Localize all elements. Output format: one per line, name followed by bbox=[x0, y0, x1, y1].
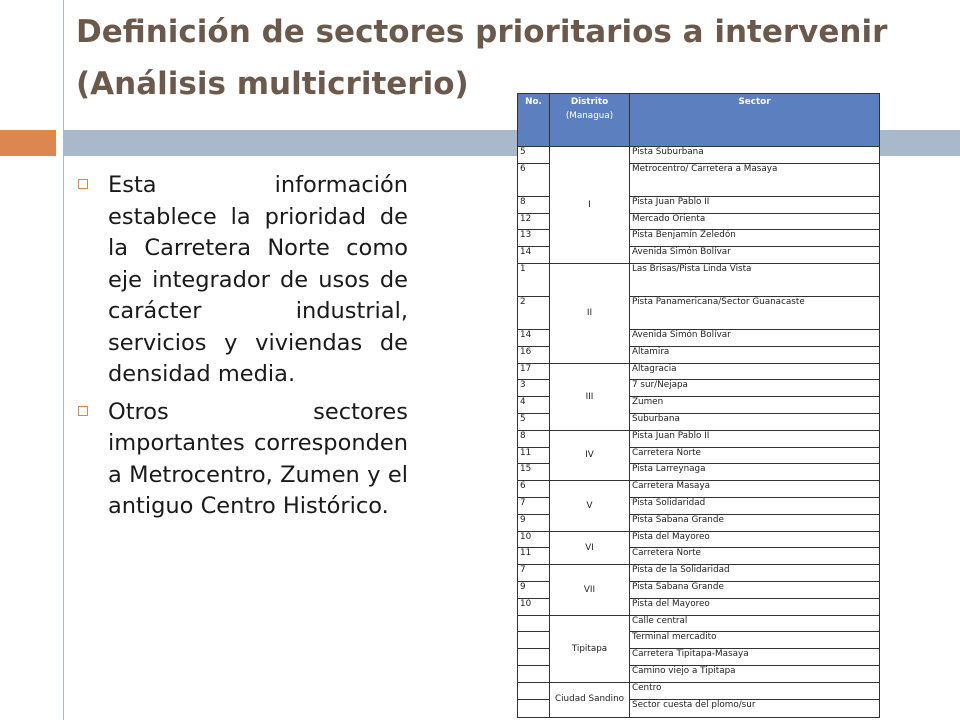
cell-sector: Pista del Mayoreo bbox=[630, 598, 880, 615]
cell-sector: Pista Suburbana bbox=[630, 147, 880, 164]
cell-sector: Calle central bbox=[630, 615, 880, 632]
cell-no: 14 bbox=[518, 247, 550, 264]
cell-district: I bbox=[550, 147, 630, 264]
cell-no: 9 bbox=[518, 581, 550, 598]
cell-district: II bbox=[550, 263, 630, 363]
sector-table bbox=[517, 93, 880, 718]
cell-district: Ciudad Sandino bbox=[550, 682, 630, 717]
cell-no bbox=[518, 649, 550, 666]
cell-no: 5 bbox=[518, 147, 550, 164]
table-row bbox=[518, 363, 880, 380]
cell-sector: Pista Panamericana/Sector Guanacaste bbox=[630, 296, 880, 329]
cell-no: 13 bbox=[518, 230, 550, 247]
cell-sector: Avenida Simón Bolívar bbox=[630, 247, 880, 264]
header-district-label: Distrito bbox=[570, 97, 609, 107]
header-district bbox=[550, 94, 630, 147]
cell-sector: Zumen bbox=[630, 397, 880, 414]
bullet-list bbox=[76, 170, 408, 529]
header-no: No. bbox=[518, 94, 550, 147]
cell-sector: Pista Sabana Grande bbox=[630, 514, 880, 531]
cell-sector: Pista de la Solidaridad bbox=[630, 565, 880, 582]
cell-no: 14 bbox=[518, 329, 550, 346]
cell-sector: Mercado Orienta bbox=[630, 213, 880, 230]
bullet-text: Otros sectores importantes corresponden a Metrocentro, Zumen y el antiguo Centro Histórico. bbox=[108, 398, 408, 519]
cell-no: 12 bbox=[518, 213, 550, 230]
table-row bbox=[518, 531, 880, 548]
bullet-text: Esta información establece la prioridad de la Carretera Norte como eje integrador de usos de carácter industrial, servicios y viviendas de densidad media. bbox=[108, 172, 408, 387]
header-sector: Sector bbox=[630, 94, 880, 147]
cell-no: 7 bbox=[518, 565, 550, 582]
cell-no: 10 bbox=[518, 531, 550, 548]
cell-sector: Pista Benjamín Zeledón bbox=[630, 230, 880, 247]
cell-no bbox=[518, 615, 550, 632]
cell-no: 1 bbox=[518, 263, 550, 296]
cell-no bbox=[518, 632, 550, 649]
cell-district: III bbox=[550, 363, 630, 430]
cell-sector: Carretera Masaya bbox=[630, 481, 880, 498]
cell-sector: Pista Larreynaga bbox=[630, 464, 880, 481]
cell-sector: Terminal mercadito bbox=[630, 632, 880, 649]
cell-sector: Sector cuesta del plomo/sur bbox=[630, 700, 880, 718]
cell-no: 9 bbox=[518, 514, 550, 531]
cell-sector: Carretera Tipitapa-Masaya bbox=[630, 649, 880, 666]
table-row bbox=[518, 147, 880, 164]
table-row bbox=[518, 481, 880, 498]
cell-no: 11 bbox=[518, 548, 550, 565]
table-row bbox=[518, 682, 880, 700]
cell-no: 10 bbox=[518, 598, 550, 615]
table-row bbox=[518, 615, 880, 632]
cell-sector: Las Brisas/Pista Linda Vista bbox=[630, 263, 880, 296]
bullet-item bbox=[76, 397, 408, 523]
cell-sector: Camino viejo a Tipitapa bbox=[630, 665, 880, 682]
cell-sector: Centro bbox=[630, 682, 880, 700]
cell-no: 8 bbox=[518, 430, 550, 447]
cell-no: 17 bbox=[518, 363, 550, 380]
cell-no: 15 bbox=[518, 464, 550, 481]
cell-sector: 7 sur/Nejapa bbox=[630, 380, 880, 397]
cell-no bbox=[518, 665, 550, 682]
square-bullet-icon bbox=[78, 406, 88, 416]
cell-no bbox=[518, 682, 550, 700]
cell-no: 6 bbox=[518, 481, 550, 498]
square-bullet-icon bbox=[78, 179, 88, 189]
cell-sector: Carretera Norte bbox=[630, 548, 880, 565]
cell-sector: Pista del Mayoreo bbox=[630, 531, 880, 548]
cell-sector: Pista Sabana Grande bbox=[630, 581, 880, 598]
table-body bbox=[518, 147, 880, 718]
cell-no: 2 bbox=[518, 296, 550, 329]
cell-sector: Suburbana bbox=[630, 413, 880, 430]
title-line-1: Definición de sectores prioritarios a intervenir bbox=[76, 14, 888, 50]
cell-sector: Avenida Simón Bolívar bbox=[630, 329, 880, 346]
bullet-item bbox=[76, 170, 408, 391]
cell-no: 16 bbox=[518, 346, 550, 363]
cell-sector: Carretera Norte bbox=[630, 447, 880, 464]
cell-no bbox=[518, 700, 550, 718]
cell-district: V bbox=[550, 481, 630, 531]
cell-no: 4 bbox=[518, 397, 550, 414]
cell-no: 8 bbox=[518, 196, 550, 213]
table-row bbox=[518, 565, 880, 582]
cell-no: 7 bbox=[518, 497, 550, 514]
cell-no: 5 bbox=[518, 413, 550, 430]
cell-district: IV bbox=[550, 430, 630, 480]
cell-sector: Altagracia bbox=[630, 363, 880, 380]
cell-sector: Metrocentro/ Carretera a Masaya bbox=[630, 163, 880, 196]
cell-sector: Pista Juan Pablo II bbox=[630, 196, 880, 213]
cell-district: Tipitapa bbox=[550, 615, 630, 682]
cell-district: VI bbox=[550, 531, 630, 565]
table-row bbox=[518, 430, 880, 447]
cell-no: 3 bbox=[518, 380, 550, 397]
title-line-2: (Análisis multicriterio) bbox=[76, 66, 469, 102]
accent-bar bbox=[0, 130, 56, 156]
table-header-row bbox=[518, 94, 880, 147]
cell-sector: Pista Solidaridad bbox=[630, 497, 880, 514]
cell-no: 6 bbox=[518, 163, 550, 196]
table-row bbox=[518, 263, 880, 296]
cell-district: VII bbox=[550, 565, 630, 615]
decorative-vertical-line bbox=[63, 0, 64, 720]
cell-no: 11 bbox=[518, 447, 550, 464]
header-district-sub: (Managua) bbox=[565, 111, 614, 121]
cell-sector: Pista Juan Pablo II bbox=[630, 430, 880, 447]
cell-sector: Altamira bbox=[630, 346, 880, 363]
